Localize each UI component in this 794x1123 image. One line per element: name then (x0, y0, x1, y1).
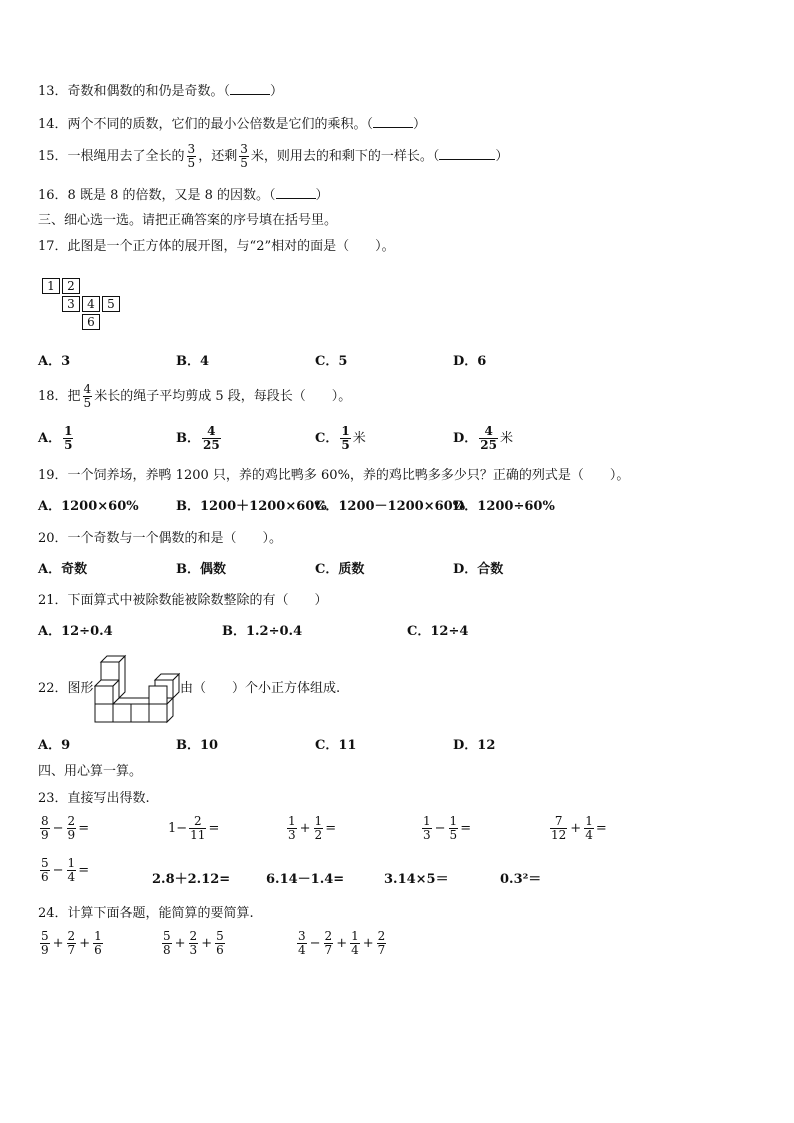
section-3-heading: 三、细心选一选。请把正确答案的序号填在括号里。 (38, 213, 338, 228)
question-22: 22．图形 (38, 681, 94, 696)
option-a[interactable]: A．3 (38, 354, 71, 369)
question-23-title: 23．直接写出得数. (38, 791, 150, 806)
question-21: 21．下面算式中被除数能被除数整除的有（ ） (38, 593, 328, 608)
fraction: $\frac{3}{5}$ (240, 142, 248, 170)
option-b[interactable]: B．偶数 (176, 562, 226, 577)
expression-23-7: 2.8＋2.12= (152, 872, 231, 887)
option-d[interactable]: D． $\frac{4}{25}$ 米 (453, 424, 513, 452)
expression-23-10: 0.3²＝ (500, 872, 542, 887)
expression-23-6: $\frac{5}{6}$ − $\frac{1}{4}$ = (41, 856, 90, 884)
option-c[interactable]: C．质数 (315, 562, 365, 577)
option-a[interactable]: A．12÷0.4 (38, 624, 113, 639)
option-a[interactable]: A． $\frac{1}{5}$ (38, 424, 73, 452)
question-15: 15．一根绳用去了全长的 $\frac{3}{5}$ ，还剩 $\frac{3}{5}$ 米，则用去的和剩下的一样长。（ ） (38, 142, 509, 170)
net-face: 1 (42, 278, 60, 294)
answer-blank-14[interactable] (373, 115, 413, 128)
expression-23-9: 3.14×5＝ (384, 872, 449, 887)
question-20: 20．一个奇数与一个偶数的和是（ ）。 (38, 531, 283, 546)
question-18: 18．把 $\frac{4}{5}$ 米长的绳子平均剪成 5 段，每段长（ ）。 (38, 382, 352, 410)
option-d[interactable]: D．12 (453, 738, 496, 753)
option-d[interactable]: D．6 (453, 354, 487, 369)
expression-24-2: $\frac{5}{8}$ + $\frac{2}{3}$ + $\frac{5}{6}$ (163, 929, 224, 957)
net-face: 5 (102, 296, 120, 312)
option-c[interactable]: C． $\frac{1}{5}$ 米 (315, 424, 366, 452)
fraction: $\frac{3}{5}$ (187, 142, 196, 170)
answer-blank-15[interactable] (439, 147, 495, 160)
option-d[interactable]: D．合数 (453, 562, 504, 577)
question-17: 17．此图是一个正方体的展开图，与“2”相对的面是（ ）。 (38, 239, 395, 254)
net-face: 2 (62, 278, 80, 294)
question-24-title: 24．计算下面各题，能简算的要简算. (38, 906, 254, 921)
question-19: 19．一个饲养场，养鸭 1200 只，养的鸡比鸭多 60%，养的鸡比鸭多多少只？正确的列式是（ ）。 (38, 468, 630, 483)
expression-24-3: $\frac{3}{4}$ − $\frac{2}{7}$ + $\frac{1}{4}$ + $\frac{2}{7}$ (298, 929, 386, 957)
net-face: 4 (82, 296, 100, 312)
expression-24-1: $\frac{5}{9}$ + $\frac{2}{7}$ + $\frac{1}{6}$ (41, 929, 102, 957)
expression-23-8: 6.14－1.4= (266, 872, 345, 887)
option-b[interactable]: B．4 (176, 354, 210, 369)
option-c[interactable]: C．1200－1200×60% (315, 499, 466, 514)
net-face: 6 (82, 314, 100, 330)
option-a[interactable]: A．奇数 (38, 562, 88, 577)
fraction: $\frac{4}{5}$ (83, 382, 92, 410)
question-16: 16．8 既是 8 的倍数，又是 8 的因数。（ ） (38, 188, 329, 203)
answer-blank-13[interactable] (230, 82, 270, 95)
cube-stack-figure (94, 654, 180, 724)
option-a[interactable]: A．1200×60% (38, 499, 139, 514)
question-22-rest: 由（ ）个小正方体组成. (180, 681, 341, 696)
answer-blank-16[interactable] (276, 186, 316, 199)
question-13: 13．奇数和偶数的和仍是奇数。（ ） (38, 84, 284, 99)
expression-23-3: $\frac{1}{3}$ + $\frac{1}{2}$ = (288, 814, 337, 842)
option-b[interactable]: B．1.2÷0.4 (222, 624, 303, 639)
option-c[interactable]: C．12÷4 (407, 624, 469, 639)
expression-23-1: $\frac{8}{9}$ − $\frac{2}{9}$ = (41, 814, 90, 842)
option-c[interactable]: C．11 (315, 738, 357, 753)
option-d[interactable]: D．1200÷60% (453, 499, 555, 514)
option-b[interactable]: B． $\frac{4}{25}$ (176, 424, 220, 452)
option-a[interactable]: A．9 (38, 738, 71, 753)
expression-23-5: $\frac{7}{12}$ + $\frac{1}{4}$ = (551, 814, 607, 842)
option-b[interactable]: B．1200＋1200×60% (176, 499, 327, 514)
question-14: 14．两个不同的质数，它们的最小公倍数是它们的乘积。（ ） (38, 117, 427, 132)
option-b[interactable]: B．10 (176, 738, 219, 753)
expression-23-2: 1− $\frac{2}{11}$ = (168, 814, 220, 842)
expression-23-4: $\frac{1}{3}$ − $\frac{1}{5}$ = (423, 814, 472, 842)
net-face: 3 (62, 296, 80, 312)
section-4-heading: 四、用心算一算。 (38, 764, 143, 779)
option-c[interactable]: C．5 (315, 354, 348, 369)
